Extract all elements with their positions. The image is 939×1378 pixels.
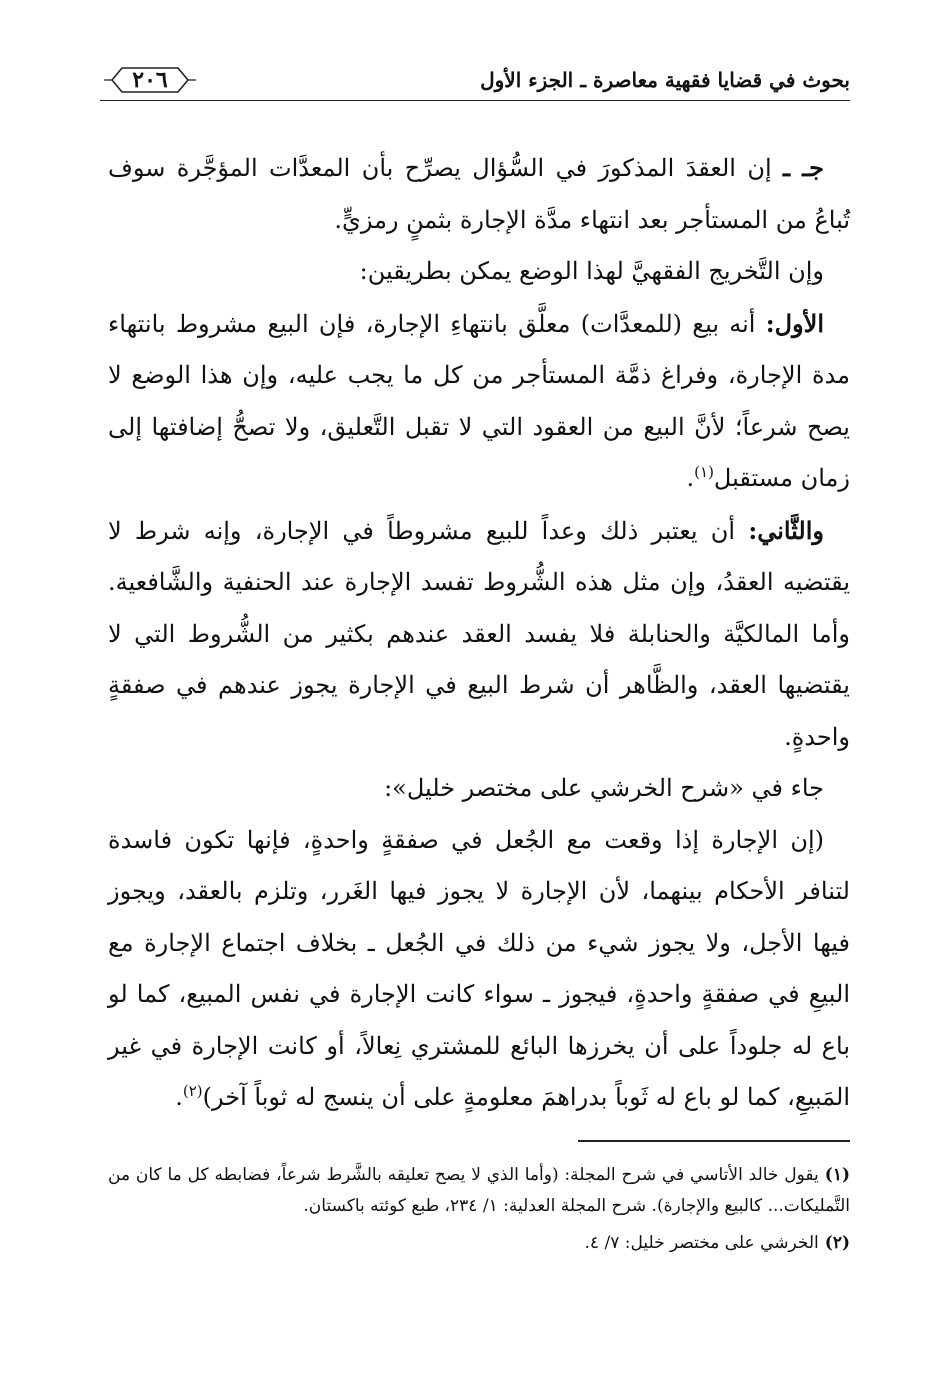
paragraph-1 [108, 142, 850, 246]
footnote-text: الخرشي على مختصر خليل: ٧/ ٤. [584, 1233, 819, 1253]
paragraph-text: أنه بيع (للمعدَّات) معلَّق بانتهاءِ الإجارة، فإن البيع مشروط بانتهاء مدة الإجارة، وفراغ ذمَّة المستأجر من كل ما يجب عليه، وإن هذا الوضع لا يصح شرعاً؛ لأنَّ البيع من العقود التي لا تقبل التَّعليق، ولا تصحُّ إضافتها إلى زمان مستقبل [108, 309, 850, 492]
footnote-1 [108, 1160, 850, 1222]
footnotes [108, 1160, 850, 1265]
paragraph-5: جاء في «شرح الخرشي على مختصر خليل»: [384, 774, 824, 802]
footnote-text: يقول خالد الأتاسي في شرح المجلة: (وأما الذي لا يصح تعليقه بالشَّرط شرعاً، فضابطه كل ما كان من التَّمليكات... كالبيع والإجارة). شرح المجلة العدلية: ١/ ٢٣٤، طبع كوئته باكستان. [108, 1165, 850, 1216]
book-title: بحوث في قضايا فقهية معاصرة ـ الجزء الأول [480, 68, 850, 92]
paragraph-2: وإن التَّخريج الفقهيَّ لهذا الوضع يمكن بطريقين: [359, 257, 824, 285]
paragraph-lead: جـ ـ [783, 153, 824, 182]
paragraph-lead: الأول: [765, 308, 824, 338]
footnote-ref-2[interactable]: (٢) [182, 1082, 203, 1100]
main-text [108, 142, 850, 1124]
paragraph-3 [108, 298, 850, 505]
quotation-text: (إن الإجارة إذا وقعت مع الجُعل في صفقةٍ واحدةٍ، فإنها تكون فاسدة لتنافر الأحكام بينهما، لأن الإجارة لا يجوز فيها الغَرر، وتلزم بالعقد، ويجوز فيها الأجل، ولا يجوز شيء من ذلك في الجُعل ـ بخلاف اجتماع الإجارة مع البيعِ في صفقةٍ واحدةٍ، فيجوز ـ سواء كانت الإجارة في نفس المبيع، كما لو باع له جلوداً على أن يخرزها البائع للمشتري نِعالاً، أو كانت الإجارة في غير المَبيعِ، كما لو باع له ثَوباً بدراهمَ معلومةٍ على أن ينسج له ثوباً آخر) [108, 825, 850, 1111]
running-header [100, 62, 850, 102]
quotation [108, 815, 850, 1124]
paragraph-4 [108, 505, 850, 764]
footnote-number: (٢) [824, 1233, 850, 1253]
footnote-number: (١) [824, 1165, 850, 1185]
paragraph-text: إن العقدَ المذكورَ في السُّؤال يصرِّح بأن المعدَّات المؤجَّرة سوف تُباعُ من المستأجر بعد انتهاء مدَّة الإجارة بثمنٍ رمزيٍّ. [108, 154, 850, 234]
paragraph-text: أن يعتبر ذلك وعداً للبيع مشروطاً في الإجارة، وإنه شرط لا يقتضيه العقدُ، وإن مثل هذه الشُّروط تفسد الإجارة عند الحنفية والشَّافعية. وأما المالكيَّة والحنابلة فلا يفسد العقد عندهم بكثير من الشُّروط التي لا يقتضيها العقد، والظَّاهر أن شرط البيع في الإجارة يجوز عندهم في صفقةٍ واحدةٍ. [108, 516, 850, 751]
paragraph-end: . [686, 464, 695, 492]
quotation-end: . [175, 1083, 183, 1111]
page-number: ٢٠٦ [132, 67, 168, 93]
page-number-badge [100, 64, 200, 96]
paragraph-lead: والثَّاني: [748, 515, 824, 545]
header-rule [100, 100, 850, 101]
footnote-separator [578, 1140, 850, 1142]
footnote-2 [108, 1228, 850, 1259]
footnote-ref-1[interactable]: (١) [694, 463, 714, 481]
